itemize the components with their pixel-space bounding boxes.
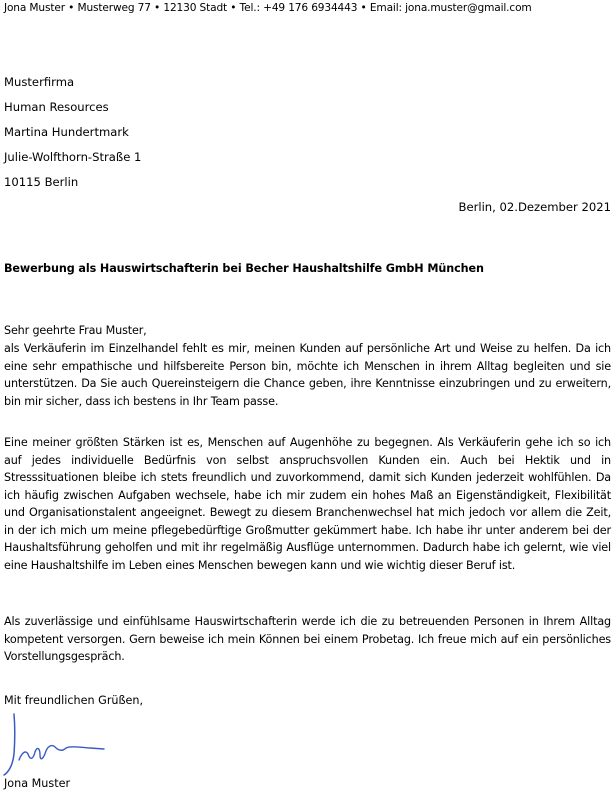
handwritten-signature bbox=[0, 708, 120, 778]
letter-subject: Bewerbung als Hauswirtschafterin bei Becher Haushaltshilfe GmbH München bbox=[4, 262, 484, 275]
closing-phrase: Mit freundlichen Grüßen, bbox=[4, 694, 144, 707]
recipient-street: Julie-Wolfthorn-Straße 1 bbox=[4, 150, 142, 164]
salutation: Sehr geehrte Frau Muster, bbox=[4, 324, 147, 337]
recipient-city: 10115 Berlin bbox=[4, 175, 79, 189]
recipient-department: Human Resources bbox=[4, 100, 109, 114]
letter-date: Berlin, 02.Dezember 2021 bbox=[458, 200, 611, 214]
recipient-address bbox=[4, 74, 141, 199]
body-paragraph-3: Als zuverlässige und einfühlsame Hauswirtschafterin werde ich die zu betreuenden Personen in Ihrem Alltag kompetent versorgen. Gern beweise ich mein Können bei einem Probetag. Ich freue mich auf ein persönliches Vorstellungsgespräch. bbox=[4, 615, 611, 663]
body-paragraph-1: als Verkäuferin im Einzelhandel fehlt es mir, meinen Kunden auf persönliche Art und Weise zu helfen. Da ich eine sehr empathische und hilfsbereite Person bin, möchte ich Menschen in ihrem Alltag begleiten und sie unterstützen. Da Sie auch Quereinsteigern die Chance geben, ihre Kenntnisse einzubringen und zu erweitern, bin mir sicher, dass ich bestens in Ihr Team passe. bbox=[4, 342, 611, 408]
recipient-contact: Martina Hundertmark bbox=[4, 125, 129, 139]
recipient-company: Musterfirma bbox=[4, 75, 75, 89]
body-paragraph-2: Eine meiner größten Stärken ist es, Menschen auf Augenhöhe zu begegnen. Als Verkäuferin gehe ich so ich auf jedes individuelle Bedürfnis von selbst anspruchsvollen Kunden ein. Auch bei Hektik und in Stresssituationen bleibe ich stets freundlich und zuvorkommend, damit sich Kunden jederzeit wohlfühlen. Da ich häufig zwischen Aufgaben wechsele, habe ich mir zudem ein hohes Maß an Eigenständigkeit, Flexibilität und Organisationstalent angeeignet. Bewegt zu diesem Branchenwechsel hat mich jedoch vor allem die Zeit, in der ich mich um meine pflegebedürftige Großmutter gekümmert habe. Ich habe ihr unter anderem bei der Haushaltsführung geholfen und mit ihr regelmäßig Ausflüge unternommen. Dadurch habe ich gelernt, wie viel eine Haushaltshilfe im Leben eines Menschen bewegen kann und wie wichtig dieser Beruf ist. bbox=[4, 436, 611, 572]
sender-name: Jona Muster bbox=[4, 777, 71, 790]
sender-contact-line: Jona Muster • Musterweg 77 • 12130 Stadt • Tel.: +49 176 6934443 • Email: jona.muster@gmail.com bbox=[4, 2, 532, 14]
